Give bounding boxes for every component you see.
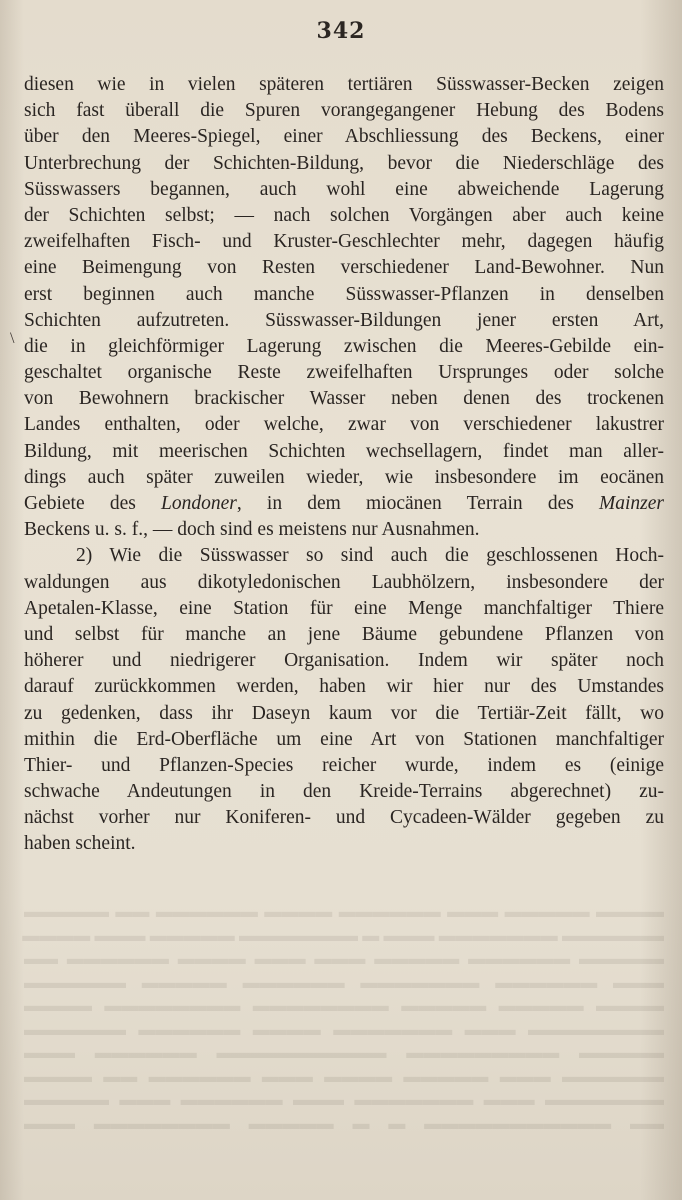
text-line: Apetalen-Klasse, eine Station für eine Menge manchfaltiger Thiere	[24, 597, 664, 619]
text-line: geschaltet organische Reste zweifelhaften Ursprunges oder solche	[24, 362, 664, 384]
text-line: nächst vorher nur Koniferen- und Cycadeen-Wälder gegeben zu	[24, 807, 664, 829]
italic-place-name: Mainzer	[599, 493, 664, 514]
text-line: über den Meeres-Spiegel, einer Abschliessung des Beckens, einer	[24, 126, 664, 148]
text-line: darauf zurückkommen werden, haben wir hier nur des Umstandes	[24, 676, 664, 698]
show-through-texture: ▬▬▬▬ ▬▬▬▬▬ ▬▬▬ ▬▬▬▬▬▬ ▬▬▬▬ ▬▬▬▬▬▬ ▬▬ ▬▬▬▬▬ ▬▬▬▬▬▬ ▬▬▬▬▬▬▬ ▬▬▬ ▬ ▬▬▬▬▬▬▬ ▬▬▬▬▬ ▬▬▬ ▬▬▬▬ ▬▬▬▬▬ ▬▬▬▬▬▬ ▬▬▬▬▬ ▬▬▬ ▬▬▬ ▬▬▬▬ ▬▬▬▬▬▬ ▬▬ ▬▬▬ ▬▬▬▬▬▬ ▬▬▬▬▬▬▬ ▬▬▬▬▬▬ ▬▬▬▬▬ ▬▬▬▬▬▬ ▬▬▬▬ ▬▬▬▬▬ ▬▬▬▬▬ ▬▬▬▬▬▬▬▬ ▬▬▬▬▬▬▬▬ ▬▬▬▬ ▬▬▬▬▬▬▬▬ ▬▬▬ ▬▬▬▬▬▬▬ ▬▬▬▬ ▬▬▬▬▬▬ ▬▬▬▬▬▬ ▬▬▬▬▬ ▬▬▬▬▬▬▬▬▬ ▬▬▬▬▬▬▬▬▬▬ ▬▬▬▬▬▬ ▬▬▬ ▬▬▬▬▬▬ ▬▬▬ ▬▬▬▬▬ ▬▬▬▬ ▬▬▬ ▬▬▬▬▬▬ ▬▬ ▬▬▬▬ ▬▬▬▬▬▬▬ ▬▬▬ ▬▬▬▬▬▬▬ ▬▬▬ ▬▬▬▬▬▬ ▬▬▬ ▬▬▬▬▬ ▬▬ ▬▬▬▬▬▬▬▬▬▬▬ ▬ ▬ ▬▬▬▬▬ ▬▬▬▬▬▬▬▬ ▬▬▬	[22, 902, 664, 1133]
text-line: Beckens u. s. f., — doch sind es meistens nur Ausnahmen.	[24, 519, 480, 541]
text-line: die in gleichförmiger Lagerung zwischen die Meeres-Gebilde ein-	[24, 335, 664, 357]
text-line: Thier- und Pflanzen-Species reicher wurde, indem es (einige	[24, 754, 664, 776]
text-line-with-italics: Gebiete des Londoner, in dem miocänen Terrain des Mainzer	[24, 493, 664, 514]
text-line: höherer und niedrigerer Organisation. Indem wir später noch	[24, 650, 664, 672]
text-line: dings auch später zuweilen wieder, wie insbesondere im eocänen	[24, 466, 664, 488]
text-line: haben scheint.	[24, 833, 136, 855]
text-line: von Bewohnern brackischer Wasser neben denen des trockenen	[24, 388, 664, 410]
text-line: zu gedenken, dass ihr Daseyn kaum vor die Tertiär-Zeit fällt, wo	[24, 702, 664, 724]
text-line: zweifelhaften Fisch- und Kruster-Geschlechter mehr, dagegen häufig	[24, 231, 664, 253]
text-line: waldungen aus dikotyledonischen Laubhölzern, insbesondere der	[24, 571, 664, 593]
text-line: sich fast überall die Spuren vorangegangener Hebung des Bodens	[24, 100, 664, 122]
text-line: Schichten aufzutreten. Süsswasser-Bildungen jener ersten Art,	[24, 309, 664, 331]
text-line: schwache Andeutungen in den Kreide-Terrains abgerechnet) zu-	[24, 781, 664, 803]
margin-mark: \	[10, 330, 15, 347]
text-line: und selbst für manche an jene Bäume gebundene Pflanzen von	[24, 623, 664, 645]
text-line: Unterbrechung der Schichten-Bildung, bevor die Niederschläge des	[24, 152, 664, 174]
text-line: Süsswassers begannen, auch wohl eine abweichende Lagerung	[24, 178, 664, 200]
text-line: eine Beimengung von Resten verschiedener Land-Bewohner. Nun	[24, 257, 664, 279]
text-line: Bildung, mit meerischen Schichten wechsellagern, findet man aller-	[24, 440, 664, 462]
text-line: mithin die Erd-Oberfläche um eine Art von Stationen manchfaltiger	[24, 728, 664, 750]
paragraph-start-line: 2) Wie die Süsswasser so sind auch die geschlossenen Hoch-	[76, 545, 664, 567]
text-line: der Schichten selbst; — nach solchen Vorgängen aber auch keine	[24, 204, 664, 226]
text-line: Landes enthalten, oder welche, zwar von verschiedener lakustrer	[24, 414, 664, 436]
body-text	[24, 72, 664, 858]
text-line: diesen wie in vielen späteren tertiären Süsswasser-Becken zeigen	[24, 74, 664, 95]
text-line: erst beginnen auch manche Süsswasser-Pflanzen in denselben	[24, 283, 664, 305]
page-number: 342	[316, 18, 366, 44]
italic-place-name: Londoner	[161, 493, 237, 514]
